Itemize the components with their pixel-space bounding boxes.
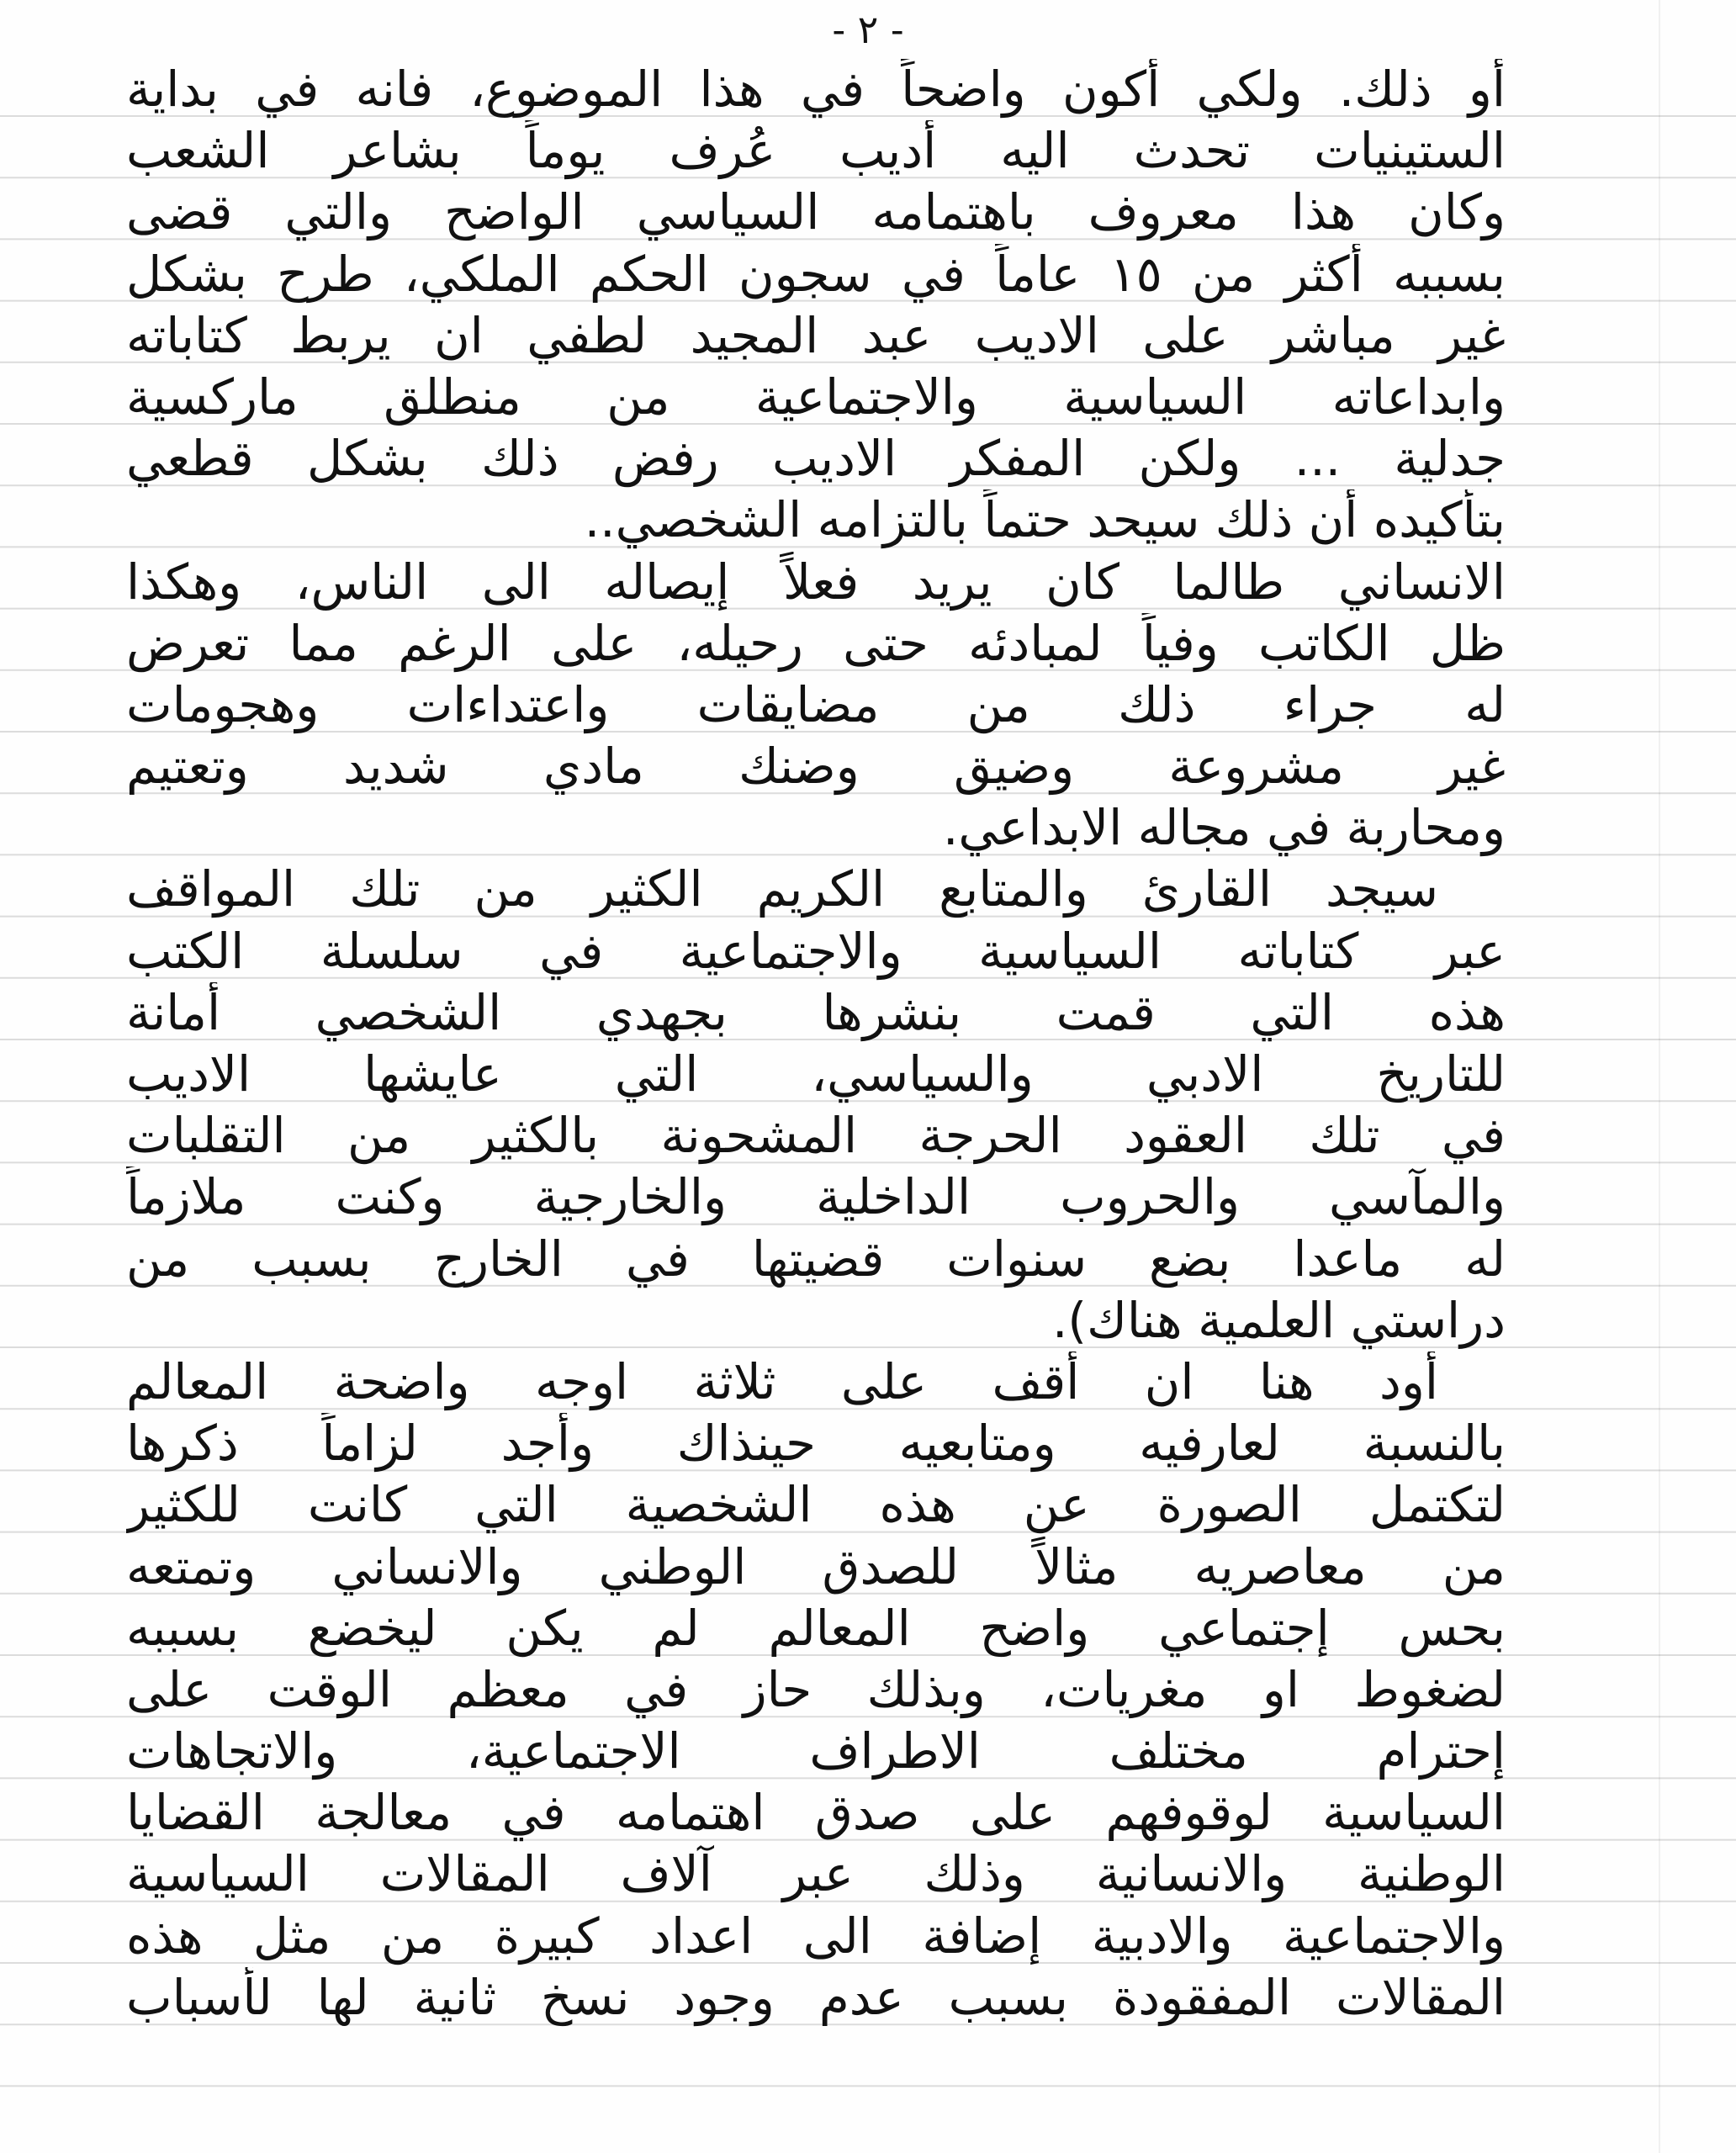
page-number: - ٢ - — [832, 7, 904, 52]
manuscript-line: ومحاربة في مجاله الابداعي. — [942, 799, 1506, 857]
manuscript-line: سيجد القارئ والمتابع الكريم الكثير من تلك المواقف — [126, 860, 1438, 918]
manuscript-line: له جراء ذلك من مضايقات واعتداءات وهجومات — [126, 675, 1506, 733]
manuscript-line: له ماعدا بضع سنوات قضيتها في الخارج بسبب من — [126, 1230, 1506, 1288]
manuscript-line: أود هنا ان أقف على ثلاثة اوجه واضحة المعالم — [126, 1352, 1438, 1410]
manuscript-line: الوطنية والانسانية وذلك عبر آلاف المقالات السياسية — [126, 1845, 1506, 1903]
manuscript-line: لتكتمل الصورة عن هذه الشخصية التي كانت للكثير — [126, 1476, 1506, 1534]
manuscript-line: عبر كتاباته السياسية والاجتماعية في سلسلة الكتب — [126, 922, 1506, 980]
handwritten-text-body — [126, 59, 1506, 2029]
manuscript-line: بالنسبة لعارفيه ومتابعيه حينذاك وأجد لزاماً ذكرها — [126, 1415, 1506, 1473]
manuscript-line: لضغوط او مغريات، وبذلك حاز في معظم الوقت على — [126, 1660, 1506, 1718]
manuscript-line: الستينيات تحدث اليه أديب عُرف يوماً بشاعر الشعب — [126, 122, 1506, 180]
manuscript-line: جدلية ... ولكن المفكر الاديب رفض ذلك بشكل قطعي — [126, 430, 1506, 488]
page-margin-line — [1659, 0, 1660, 2153]
manuscript-line: بسببه أكثر من ١٥ عاماً في سجون الحكم الملكي، طرح بشكل — [126, 245, 1506, 303]
manuscript-line: المقالات المفقودة بسبب عدم وجود نسخ ثانية لها لأسباب — [126, 1968, 1506, 2026]
manuscript-line: وكان هذا معروف باهتمامه السياسي الواضح والتي قضى — [126, 183, 1506, 241]
manuscript-line: أو ذلك. ولكي أكون واضحاً في هذا الموضوع، فانه في بداية — [126, 61, 1506, 118]
manuscript-line: بتأكيده أن ذلك سيحد حتماً بالتزامه الشخصي.. — [584, 491, 1506, 549]
manuscript-line: إحترام مختلف الاطراف الاجتماعية، والاتجاهات — [126, 1722, 1506, 1780]
manuscript-line: في تلك العقود الحرجة المشحونة بالكثير من التقلبات — [126, 1107, 1506, 1165]
manuscript-line: السياسية لوقوفهم على صدق اهتمامه في معالجة القضايا — [126, 1784, 1506, 1842]
manuscript-line: غير مباشر على الاديب عبد المجيد لطفي ان يربط كتاباته — [126, 306, 1506, 364]
manuscript-line: والاجتماعية والادبية إضافة الى اعداد كبيرة من مثل هذه — [126, 1907, 1506, 1965]
manuscript-line: غير مشروعة وضيق وضنك مادي شديد وتعتيم — [126, 738, 1506, 796]
manuscript-line: ظل الكاتب وفياً لمبادئه حتى رحيله، على الرغم مما تعرض — [126, 614, 1506, 672]
manuscript-line: هذه التي قمت بنشرها بجهدي الشخصي أمانة — [126, 983, 1506, 1041]
manuscript-line: والمآسي والحروب الداخلية والخارجية وكنت ملازماً — [126, 1168, 1506, 1226]
manuscript-line: للتاريخ الادبي والسياسي، التي عايشها الاديب — [126, 1045, 1506, 1103]
manuscript-line: الانساني طالما كان يريد فعلاً إيصاله الى الناس، وهكذا — [126, 553, 1506, 611]
manuscript-line: من معاصريه مثالاً للصدق الوطني والانساني وتمتعه — [126, 1537, 1506, 1595]
manuscript-line: وابداعاته السياسية والاجتماعية من منطلق ماركسية — [126, 368, 1506, 426]
manuscript-line: دراستي العلمية هناك). — [1052, 1291, 1506, 1349]
manuscript-line: بحس إجتماعي واضح المعالم لم يكن ليخضع بسببه — [126, 1599, 1506, 1657]
